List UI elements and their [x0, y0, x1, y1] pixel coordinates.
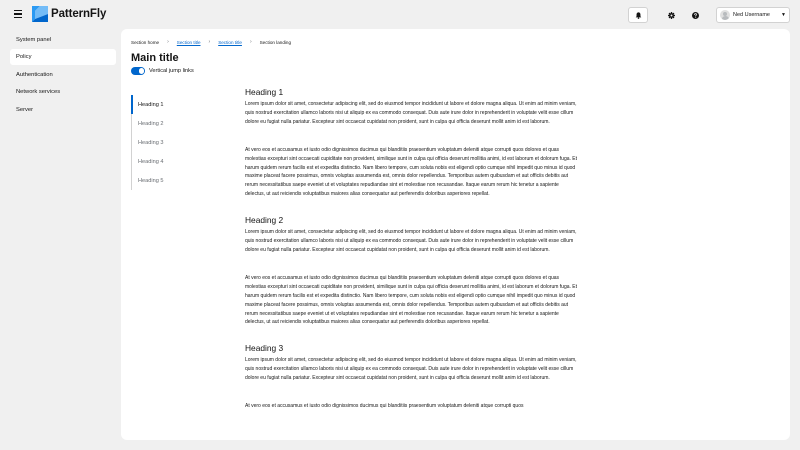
- user-dropdown[interactable]: [716, 7, 790, 23]
- gear-icon: [668, 12, 675, 19]
- jump-link-heading-4[interactable]: Heading 4: [138, 158, 164, 165]
- section-paragraph: Lorem ipsum dolor sit amet, consectetur adipiscing elit, sed do eiusmod tempor incididunt ut labore et dolore magna aliqua. Ut enim ad minim veniam, quis nostrud exercitation ullamco laboris nisi ut aliquip ex ea commodo consequat. Duis aute irure dolor in reprehenderit in voluptate velit esse cillum dolore eu fugiat nulla pariatur. Excepteur sint occaecat cupidatat non proident, sunt in culpa qui officia deserunt mollit anim id est laborum.: [245, 229, 577, 253]
- header-tools: [628, 7, 790, 23]
- breadcrumb-link-section-title[interactable]: Section title: [176, 39, 201, 45]
- sidebar-item-authentication[interactable]: [10, 67, 116, 83]
- breadcrumb-link-section-title-2[interactable]: Section title: [218, 39, 242, 45]
- brand-logo[interactable]: [32, 6, 106, 22]
- section-heading-3: [245, 343, 579, 411]
- section-paragraph: At vero eos et accusamus et iusto odio dignissimos ducimus qui blanditiis praesentium voluptatum deleniti atque corrupti quos dolores et quas molestias excepturi sint occaecati cupiditate non provident, similique sunt in culpa qui officia deserunt mollitia animi, id est laborum et dolorum fuga. Et harum quidem rerum facilis est et expedita distinctio. Nam libero tempore, cum soluta nobis est eligendi optio cumque nihil impedit quo minus id quod maxime placeat facere possimus, omnis voluptas assumenda est, omnis dolor repellendus. Temporibus autem quibusdam et aut officiis debitis aut rerum necessitatibus saepe eveniet ut et voluptates repudiandae sint et molestiae non recusandae. Itaque earum rerum hic tenetur a sapiente delectus, ut aut reiciendis voluptatibus maiores alias consequatur aut perferendis doloribus asperiores repellat.: [245, 146, 578, 198]
- jump-link-heading-2[interactable]: Heading 2: [138, 120, 164, 127]
- help-icon: [692, 12, 699, 19]
- vertical-jump-links-switch[interactable]: [131, 67, 145, 75]
- section-paragraph: Lorem ipsum dolor sit amet, consectetur adipiscing elit, sed do eiusmod tempor incididunt ut labore et dolore magna aliqua. Ut enim ad minim veniam, quis nostrud exercitation ullamco laboris nisi ut aliquip ex ea commodo consequat. Duis aute irure dolor in reprehenderit in voluptate velit esse cillum dolore eu fugiat nulla pariatur. Excepteur sint occaecat cupidatat non proident, sunt in culpa qui officia deserunt mollit anim id est laborum.: [245, 101, 577, 125]
- sidebar-item-server[interactable]: [10, 102, 116, 118]
- chevron-right-icon: ›: [249, 39, 252, 45]
- jump-links-nav: [131, 95, 171, 190]
- sidebar-item-policy[interactable]: [10, 49, 116, 65]
- masthead: [0, 0, 800, 30]
- section-heading: Heading 1: [245, 87, 284, 97]
- section-heading: Heading 2: [245, 215, 284, 226]
- toggle-label: Vertical jump links: [149, 67, 194, 74]
- sidebar-item-label: Policy: [16, 54, 32, 60]
- notifications-button[interactable]: [628, 7, 648, 23]
- caret-down-icon: ▼: [781, 12, 786, 18]
- settings-button[interactable]: [662, 7, 680, 23]
- patternfly-logo-icon: [32, 6, 48, 22]
- jump-link-heading-5[interactable]: Heading 5: [138, 177, 164, 184]
- jump-link-heading-3[interactable]: Heading 3: [138, 139, 164, 146]
- section-paragraph: At vero eos et accusamus et iusto odio dignissimos ducimus qui blanditiis praesentium voluptatum deleniti atque corrupti quos dolores et quas molestias excepturi sint occaecati cupiditate non provident, similique sunt in culpa qui officia deserunt mollitia animi, id est laborum et dolorum fuga. Et harum quidem rerum facilis est et expedita distinctio. Nam libero tempore, cum soluta nobis est eligendi optio cumque nihil impedit quo minus id quod maxime placeat facere possimus, omnis voluptas assumenda est, omnis dolor repellendus. Temporibus autem quibusdam et aut officiis debitis aut rerum necessitatibus saepe eveniet ut et voluptates repudiandae sint et molestiae non recusandae. Itaque earum rerum hic tenetur a sapiente delectus, ut aut reiciendis voluptatibus maiores alias consequatur aut perferendis doloribus asperiores repellat.: [245, 274, 578, 326]
- section-paragraph: At vero eos et accusamus et iusto odio dignissimos ducimus qui blanditiis praesentium voluptatum deleniti atque corrupti quos: [245, 403, 524, 410]
- main-content-panel: [121, 29, 790, 440]
- sidebar-item-label: System panel: [16, 36, 52, 43]
- sidebar: [0, 30, 120, 119]
- content-body: [245, 87, 579, 427]
- jump-link-heading-1[interactable]: Heading 1: [131, 95, 171, 114]
- sidebar-item-label: Server: [16, 106, 34, 113]
- chevron-right-icon: ›: [167, 39, 169, 45]
- section-heading: Heading 3: [245, 343, 284, 354]
- help-button[interactable]: [686, 7, 704, 23]
- sidebar-item-network-services[interactable]: [10, 84, 116, 100]
- user-name: Ned Username: [733, 12, 770, 18]
- section-paragraph: Lorem ipsum dolor sit amet, consectetur adipiscing elit, sed do eiusmod tempor incididunt ut labore et dolore magna aliqua. Ut enim ad minim veniam, quis nostrud exercitation ullamco laboris nisi ut aliquip ex ea commodo consequat. Duis aute irure dolor in reprehenderit in voluptate velit esse cillum dolore eu fugiat nulla pariatur. Excepteur sint occaecat cupidatat non proident, sunt in culpa qui officia deserunt mollit anim id est laborum.: [245, 357, 577, 382]
- avatar: [720, 10, 730, 20]
- sidebar-item-label: Authentication: [16, 71, 53, 78]
- breadcrumb: [131, 39, 291, 45]
- sidebar-item-system-panel[interactable]: [10, 32, 116, 48]
- chevron-right-icon: ›: [208, 39, 211, 45]
- page-title: Main title: [131, 52, 179, 64]
- brand-name: PatternFly: [51, 8, 107, 20]
- hamburger-menu-icon[interactable]: [14, 10, 22, 18]
- breadcrumb-home[interactable]: Section home: [131, 39, 160, 45]
- jump-links-toggle-row: [131, 67, 194, 75]
- sidebar-item-label: Network services: [16, 89, 61, 95]
- bell-icon: [635, 12, 642, 19]
- breadcrumb-current: Section landing: [259, 39, 292, 45]
- section-heading-1: [245, 87, 579, 199]
- section-heading-2: [245, 215, 579, 327]
